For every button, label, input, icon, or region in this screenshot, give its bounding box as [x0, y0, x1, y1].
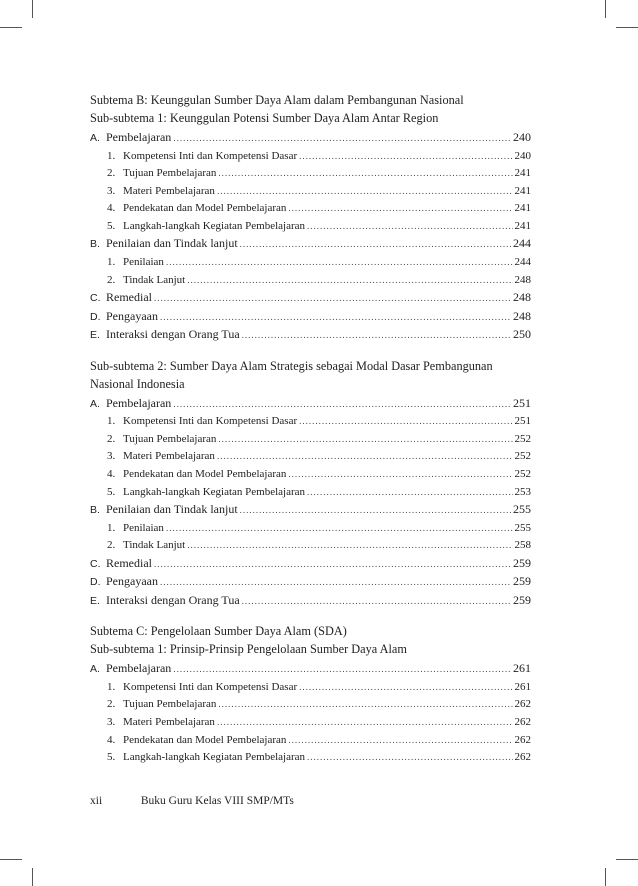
entry-page-number: 240 [513, 130, 531, 144]
section-heading: Sub-subtema 2: Sumber Daya Alam Strategis sebagai Modal Dasar Pembangunan [90, 358, 493, 373]
dot-leader [217, 714, 513, 732]
dot-leader [173, 130, 511, 148]
entry-label: 1. [107, 680, 116, 693]
crop-mark [616, 27, 638, 28]
entry-title: Tujuan Pembelajaran [123, 432, 217, 445]
dot-leader [187, 537, 512, 555]
entry-page-number: 261 [513, 661, 531, 676]
table-of-contents [90, 91, 531, 767]
toc-subentry[interactable] [90, 466, 531, 484]
dot-leader [242, 593, 511, 611]
toc-subentry[interactable] [90, 714, 531, 732]
entry-label: 3. [107, 450, 116, 463]
crop-mark [605, 0, 606, 18]
entry-page-number: 241 [514, 167, 531, 180]
entry-page-number: 253 [514, 485, 531, 498]
entry-title: Tujuan Pembelajaran [123, 698, 217, 711]
entry-page-number: 251 [513, 395, 531, 410]
toc-subentry[interactable] [90, 732, 531, 750]
entry-title: Materi Pembelajaran [123, 184, 215, 197]
toc-subentry[interactable] [90, 749, 531, 767]
entry-label: 2. [107, 539, 116, 552]
dot-leader [242, 327, 511, 345]
entry-title: Langkah-langkah Kegiatan Pembelajaran [123, 219, 306, 232]
toc-entry[interactable] [90, 660, 531, 679]
toc-entry[interactable] [90, 235, 531, 254]
toc-entry[interactable] [90, 501, 531, 520]
entry-title: Materi Pembelajaran [123, 450, 215, 463]
toc-subentry[interactable] [90, 448, 531, 466]
entry-title: Langkah-langkah Kegiatan Pembelajaran [123, 751, 306, 764]
toc-entry[interactable] [90, 289, 531, 308]
section-gap [90, 345, 531, 357]
entry-title: Tindak Lanjut [123, 273, 186, 286]
entry-page-number: 262 [514, 751, 531, 764]
entry-title: Interaksi dengan Orang Tua [106, 327, 240, 342]
dot-leader [160, 309, 511, 327]
entry-title: Pembelajaran [106, 395, 172, 410]
entry-page-number: 255 [514, 521, 531, 534]
entry-page-number: 252 [514, 432, 531, 445]
entry-title: Pembelajaran [106, 661, 172, 676]
entry-page-number: 248 [514, 273, 531, 286]
entry-label: 1. [107, 415, 116, 428]
toc-subentry[interactable] [90, 272, 531, 290]
entry-label: D. [90, 576, 101, 589]
entry-page-number: 252 [514, 467, 531, 480]
entry-label: 2. [107, 273, 116, 286]
entry-page-number: 250 [513, 327, 531, 342]
entry-label: 2. [107, 167, 116, 180]
toc-subentry[interactable] [90, 148, 531, 166]
entry-title: Materi Pembelajaran [123, 716, 215, 728]
entry-label: 4. [107, 733, 116, 746]
entry-label: B. [90, 504, 100, 517]
entry-label: 1. [107, 255, 116, 268]
crop-mark [0, 859, 22, 860]
entry-page-number: 241 [514, 219, 531, 232]
toc-entry[interactable] [90, 326, 531, 345]
crop-mark [605, 868, 606, 886]
dot-leader [240, 236, 511, 254]
crop-mark [616, 859, 638, 860]
dot-leader [154, 556, 511, 574]
entry-label: 3. [107, 716, 116, 728]
dot-leader [154, 290, 511, 308]
dot-leader [307, 749, 512, 767]
dot-leader [299, 148, 512, 166]
toc-subentry[interactable] [90, 537, 531, 555]
toc-subentry[interactable] [90, 218, 531, 236]
entry-label: 5. [107, 751, 116, 764]
entry-label: C. [90, 557, 101, 570]
crop-mark [0, 27, 22, 28]
section-heading: Subtema B: Keunggulan Sumber Daya Alam dalam Pembangunan Nasional [90, 93, 464, 107]
entry-title: Langkah-langkah Kegiatan Pembelajaran [123, 485, 306, 498]
entry-page-number: 241 [514, 184, 531, 197]
entry-label: 1. [107, 521, 116, 534]
dot-leader [217, 448, 513, 466]
dot-leader [299, 679, 512, 697]
entry-label: 2. [107, 432, 116, 445]
entry-label: 5. [107, 219, 116, 232]
crop-mark [32, 868, 33, 886]
entry-title: Pembelajaran [106, 130, 172, 144]
entry-label: A. [90, 397, 100, 410]
entry-label: E. [90, 594, 100, 607]
entry-title: Remedial [106, 290, 152, 305]
toc-entry[interactable] [90, 308, 531, 327]
dot-leader [218, 165, 512, 183]
entry-label: 1. [107, 149, 116, 162]
entry-page-number: 244 [514, 255, 531, 268]
toc-subentry[interactable] [90, 679, 531, 697]
toc-subentry[interactable] [90, 254, 531, 272]
toc-subentry[interactable] [90, 484, 531, 502]
section-gap [90, 610, 531, 622]
entry-title: Kompetensi Inti dan Kompetensi Dasar [123, 680, 298, 693]
dot-leader [173, 396, 511, 414]
dot-leader [288, 200, 512, 218]
entry-title: Penilaian dan Tindak lanjut [106, 502, 238, 517]
book-title: Buku Guru Kelas VIII SMP/MTs [140, 795, 294, 807]
toc-subentry[interactable] [90, 431, 531, 449]
entry-page-number: 259 [513, 555, 531, 570]
entry-page-number: 241 [514, 202, 531, 215]
entry-page-number: 252 [514, 450, 531, 463]
entry-title: Pendekatan dan Model Pembelajaran [123, 467, 287, 480]
entry-title: Tindak Lanjut [123, 539, 186, 552]
entry-title: Penilaian [123, 521, 164, 534]
section-heading: Subtema C: Pengelolaan Sumber Daya Alam (SDA) [90, 624, 347, 639]
entry-label: C. [90, 292, 101, 305]
toc-subentry[interactable] [90, 696, 531, 714]
crop-mark [32, 0, 33, 18]
entry-title: Penilaian dan Tindak lanjut [106, 236, 238, 251]
entry-label: 4. [107, 202, 116, 215]
entry-label: B. [90, 238, 100, 251]
entry-title: Pengayaan [106, 574, 158, 589]
entry-title: Pendekatan dan Model Pembelajaran [123, 202, 287, 215]
dot-leader [173, 661, 511, 679]
entry-title: Pengayaan [106, 308, 158, 323]
dot-leader [187, 272, 512, 290]
entry-label: 2. [107, 698, 116, 711]
entry-title: Interaksi dengan Orang Tua [106, 592, 240, 607]
entry-page-number: 259 [513, 574, 531, 589]
toc-subentry[interactable] [90, 520, 531, 538]
entry-title: Penilaian [123, 255, 164, 268]
entry-page-number: 240 [514, 149, 531, 162]
toc-subentry[interactable] [90, 200, 531, 218]
toc-entry[interactable] [90, 555, 531, 574]
entry-page-number: 262 [514, 716, 531, 728]
toc-subentry[interactable] [90, 413, 531, 431]
entry-title: Remedial [106, 555, 152, 570]
entry-title: Pendekatan dan Model Pembelajaran [123, 733, 287, 746]
entry-label: E. [90, 329, 100, 342]
dot-leader [160, 574, 511, 592]
entry-page-number: 259 [513, 592, 531, 607]
toc-subentry[interactable] [90, 183, 531, 201]
toc-subentry[interactable] [90, 165, 531, 183]
entry-label: A. [90, 132, 100, 144]
entry-label: 4. [107, 467, 116, 480]
page-footer [90, 795, 294, 807]
dot-leader [217, 183, 513, 201]
entry-label: 5. [107, 485, 116, 498]
page-number: xii [90, 795, 103, 807]
entry-page-number: 244 [513, 236, 531, 251]
toc-entry[interactable] [90, 573, 531, 592]
entry-title: Tujuan Pembelajaran [123, 167, 217, 180]
entry-page-number: 251 [514, 415, 531, 428]
entry-label: 3. [107, 184, 116, 197]
dot-leader [166, 520, 513, 538]
section-heading: Sub-subtema 1: Keunggulan Potensi Sumber Daya Alam Antar Region [90, 111, 439, 125]
entry-page-number: 248 [513, 308, 531, 323]
entry-page-number: 248 [513, 290, 531, 305]
dot-leader [166, 254, 513, 272]
toc-entry[interactable] [90, 395, 531, 414]
dot-leader [288, 732, 512, 750]
entry-label: A. [90, 663, 100, 676]
entry-page-number: 262 [514, 733, 531, 746]
toc-entry[interactable] [90, 592, 531, 611]
entry-title: Kompetensi Inti dan Kompetensi Dasar [123, 149, 298, 162]
entry-label: D. [90, 310, 101, 323]
dot-leader [307, 484, 512, 502]
dot-leader [218, 696, 512, 714]
entry-page-number: 255 [513, 502, 531, 517]
dot-leader [299, 413, 512, 431]
toc-entry[interactable] [90, 129, 531, 148]
section-heading: Sub-subtema 1: Prinsip-Prinsip Pengelolaan Sumber Daya Alam [90, 642, 407, 657]
dot-leader [240, 502, 511, 520]
dot-leader [288, 466, 512, 484]
entry-page-number: 262 [514, 698, 531, 711]
entry-title: Kompetensi Inti dan Kompetensi Dasar [123, 415, 298, 428]
entry-page-number: 258 [514, 539, 531, 552]
section-heading: Nasional Indonesia [90, 376, 185, 391]
dot-leader [218, 431, 512, 449]
dot-leader [307, 218, 512, 236]
entry-page-number: 261 [514, 680, 531, 693]
